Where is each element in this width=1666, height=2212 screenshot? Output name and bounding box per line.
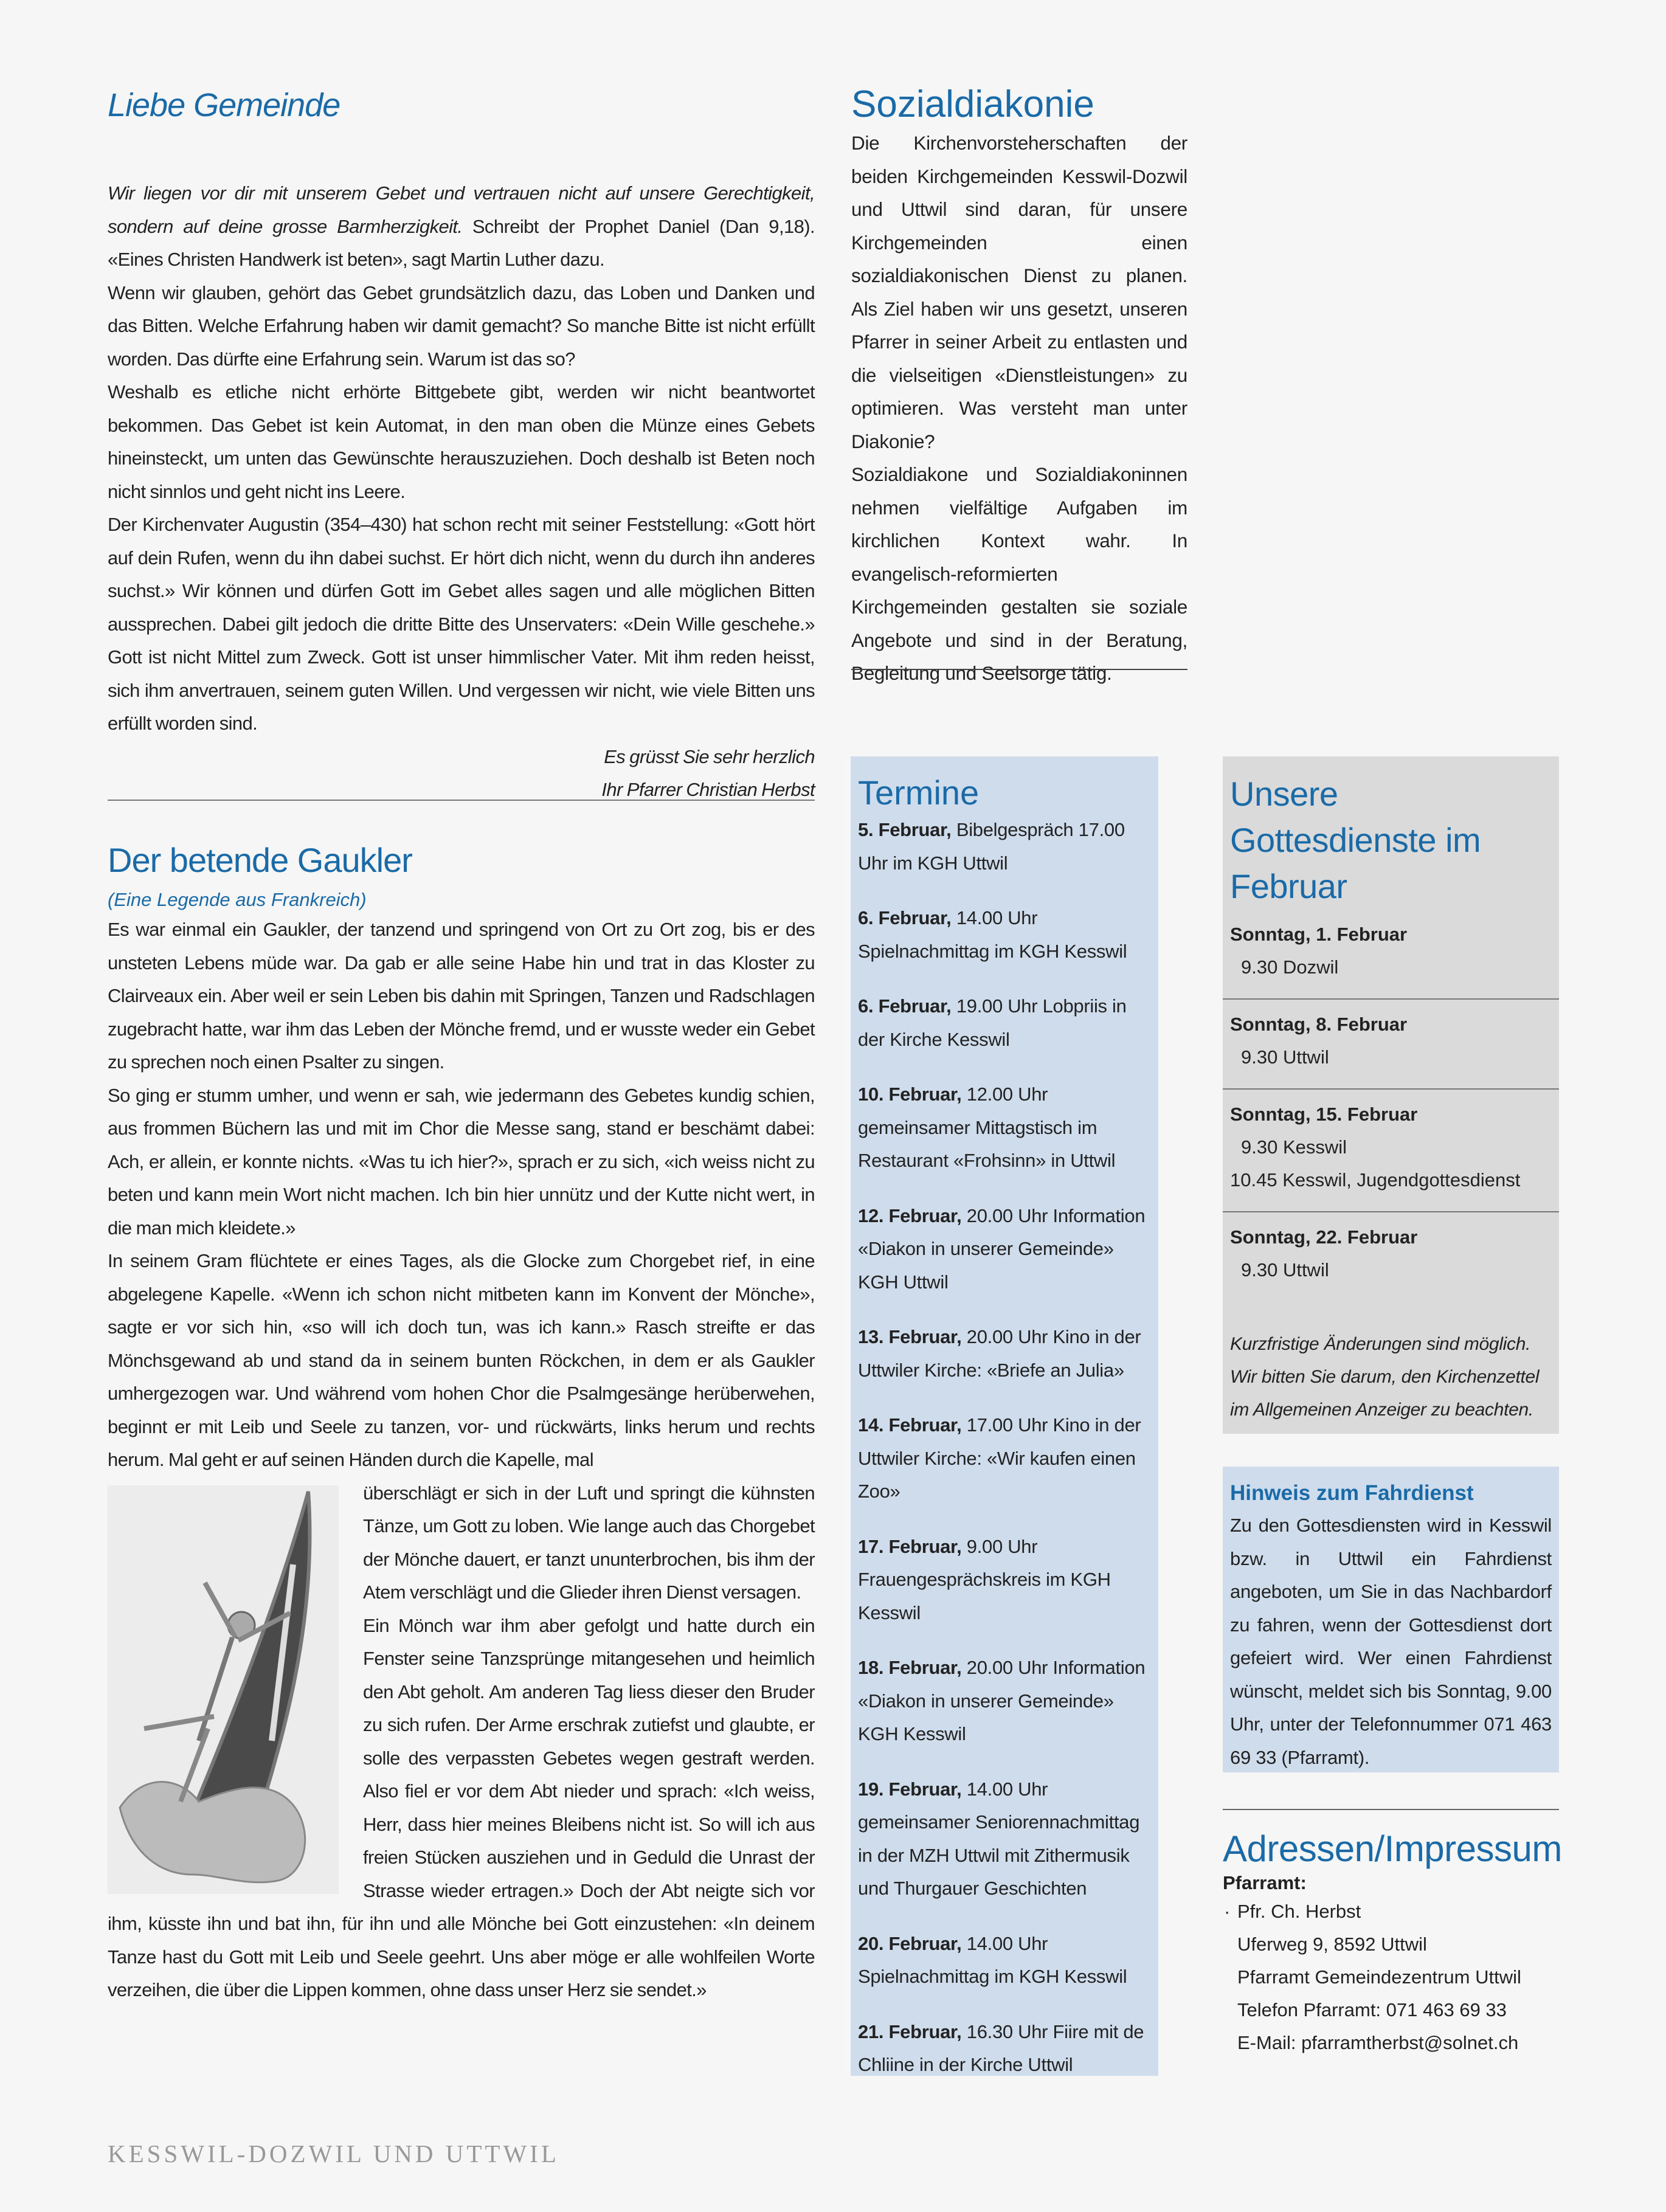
address-lines xyxy=(1223,1895,1563,2059)
termin-text: 14.00 Uhr gemeinsamer Seniorennachmittag in der MZH Uttwil mit Zithermusik und Thurgauer Geschichten xyxy=(858,1778,1140,1899)
termin-date: 17. Februar, xyxy=(858,1535,962,1557)
termin-text: 16.30 Uhr Fiire mit de Chliine in der Kirche Uttwil xyxy=(858,2020,1144,2075)
address-line xyxy=(1223,1961,1563,1994)
termin-text: 20.00 Uhr Information «Diakon in unserer Gemeinde» KGH Uttwil xyxy=(858,1205,1146,1293)
section-divider xyxy=(851,669,1187,670)
gaukler-paragraph: So ging er stumm umher, und wenn er sah, wie jedermann des Gebetes kundig schien, aus frommen Büchern las und mit im Chor die Messe sang, stand er beschämt dabei: Ach, er allein, er konnte nichts. «Was tu ich hier?», sprach er zu sich, «ich weiss nicht zu beten und kann mein Wort nicht machen. Ich bin hier unnütz und der Kutte nicht wert, in die man mich kleidete.» xyxy=(108,1084,815,1239)
letter-signature: Ihr Pfarrer Christian Herbst xyxy=(601,779,815,800)
section-divider xyxy=(108,800,815,801)
gaukler-title: Der betende Gaukler xyxy=(108,841,412,879)
fahrdienst-box xyxy=(1223,1467,1559,1772)
letter-intro xyxy=(108,177,815,277)
sozialdiakonie-paragraph: Sozialdiakone und Sozialdiakoninnen nehmen vielfältige Aufgaben im kirchlichen Kontext wahr. In evangelisch-reformierten Kirchgemeinden gestalten sie soziale Angebote und sind in der Beratung, Begleitung und Seelsorge tätig. xyxy=(851,463,1187,684)
termin-date: 5. Februar, xyxy=(858,819,952,840)
termin-date: 14. Februar, xyxy=(858,1414,962,1436)
address-line xyxy=(1223,1994,1563,2027)
letter-intro-quote: Wir liegen vor dir mit unserem Gebet und vertrauen nicht auf unsere Gerechtigkeit, sondern auf deine grosse Barmherzigkeit. xyxy=(108,182,815,237)
termine-list xyxy=(858,814,1151,2082)
termin-item xyxy=(858,902,1151,968)
letter-intro-rest: Schreibt der Prophet Daniel (Dan 9,18). «Eines Christen Handwerk ist beten», sagt Martin Luther dazu. xyxy=(108,215,815,270)
sozialdiakonie-paragraph: Die Kirchenvorsteherschaften der beiden Kirchgemeinden Kesswil-Dozwil und Uttwil sind daran, für unsere Kirchgemeinden einen sozialdiakonischen Dienst zu planen. Als Ziel haben wir uns gesetzt, unseren Pfarrer in seiner Arbeit zu entlasten und die vielseitigen «Dienstleistungen» zu optimieren. Was versteht man unter Diakonie? xyxy=(851,132,1187,452)
termin-text: Bibelgespräch 17.00 Uhr im KGH Uttwil xyxy=(858,819,1125,874)
termin-date: 19. Februar, xyxy=(858,1778,962,1800)
publication-footer: KESSWIL-DOZWIL UND UTTWIL xyxy=(108,2140,559,2168)
gottesdienst-entry xyxy=(1223,1212,1559,1301)
address-text[interactable]: E-Mail: pfarramtherbst@solnet.ch xyxy=(1237,2032,1519,2053)
gaukler-subtitle: (Eine Legende aus Frankreich) xyxy=(108,889,367,910)
termin-date: 18. Februar, xyxy=(858,1657,962,1678)
termin-item xyxy=(858,1321,1151,1387)
termin-item xyxy=(858,1530,1151,1630)
gottesdienst-time: 9.30 Dozwil xyxy=(1241,956,1339,978)
gottesdienst-entry xyxy=(1223,1000,1559,1090)
gaukler-body xyxy=(108,913,815,2007)
termin-date: 6. Februar, xyxy=(858,995,952,1017)
gottesdienst-day: Sonntag, 8. Februar xyxy=(1230,1014,1408,1035)
letter-body xyxy=(108,177,815,807)
termin-date: 6. Februar, xyxy=(858,907,952,928)
termin-text: 17.00 Uhr Kino in der Uttwiler Kirche: «Wir kaufen einen Zoo» xyxy=(858,1414,1141,1502)
termin-item xyxy=(858,1651,1151,1751)
gottesdienste-title: Unsere Gottesdienste im Februar xyxy=(1230,775,1481,905)
address-text: Telefon Pfarramt: 071 463 69 33 xyxy=(1237,1999,1507,2020)
letter-title: Liebe Gemeinde xyxy=(108,87,340,123)
gottesdienst-day: Sonntag, 15. Februar xyxy=(1230,1104,1418,1125)
address-text: Pfr. Ch. Herbst xyxy=(1237,1901,1361,1922)
termin-text: 9.00 Uhr Frauengesprächskreis im KGH Kesswil xyxy=(858,1535,1111,1623)
gaukler-paragraph: Es war einmal ein Gaukler, der tanzend und springend von Ort zu Ort zog, bis er des unsteten Lebens müde war. Da gab er alle seine Habe hin und trat in das Kloster zu Clairveaux ein. Aber weil er sein Leben bis dahin mit Springen, Tanzen und Radschlagen zugebracht hatte, war ihm das Leben der Mönche fremd, und er wusste weder ein Gebet zu sprechen noch einen Psalter zu singen. xyxy=(108,919,815,1073)
gottesdienste-box xyxy=(1223,756,1559,1434)
termine-title: Termine xyxy=(858,773,980,812)
gottesdienst-entry xyxy=(1223,1090,1559,1212)
sozialdiakonie-section xyxy=(851,83,1187,690)
pfarramt-label: Pfarramt: xyxy=(1223,1872,1307,1893)
termin-item xyxy=(858,1200,1151,1299)
gottesdienst-time: 9.30 Uttwil xyxy=(1241,1046,1329,1068)
section-divider xyxy=(1223,1809,1559,1810)
gottesdienst-entry xyxy=(1223,910,1559,1000)
letter-section xyxy=(108,79,815,807)
gottesdienste-note: Kurzfristige Änderungen sind möglich. Wir bitten Sie darum, den Kirchenzettel im Allgemeinen Anzeiger zu beachten. xyxy=(1230,1334,1540,1420)
gaukler-paragraph: Ein Mönch war ihm aber gefolgt und hatte durch ein Fenster seine Tanzsprünge mitangesehen und heimlich den Abt geholt. Am anderen Tag liess dieser den Bruder zu sich rufen. Der Arme erschrak zutiefst und glaubte, er solle des verpassten Gebetes wegen gestraft werden. Also fiel er vor dem Abt nieder und sprach: «Ich weiss, Herr, dass hier meines Bleibens nicht ist. So will ich aus freien Stücken ausziehen und in Geduld die Unrast der Strasse wieder ertragen.» Doch der Abt neigte sich vor ihm, küsste ihn und bat ihn, für ihn und alle Mönche bei Gott einzustehen: «In deinem Tanze hast du Gott mit Leib und Seele geehrt. Uns aber möge er alle wohlfeilen Worte verzeihen, die über die Lippen kommen, ohne dass unser Herz sie sendet.» xyxy=(108,1614,815,2000)
address-line xyxy=(1223,2027,1563,2059)
gottesdienste-list xyxy=(1223,910,1559,1301)
termin-text: 14.00 Uhr Spielnachmittag im KGH Kesswil xyxy=(858,1932,1127,1987)
address-text: Pfarramt Gemeindezentrum Uttwil xyxy=(1237,1966,1521,1988)
termin-date: 12. Februar, xyxy=(858,1205,962,1226)
gaukler-paragraph: überschlägt er sich in der Luft und springt die kühnsten Tänze, um Gott zu loben. Wie lange auch das Chorgebet der Mönche dauert, er tanzt ununterbrochen, bis ihm der Atem verschlägt und die Glieder ihren Dienst versagen. xyxy=(363,1482,815,1603)
letter-closing: Es grüsst Sie sehr herzlich xyxy=(604,745,815,767)
gaukler-paragraph: In seinem Gram flüchtete er eines Tages, als die Glocke zum Chorgebet rief, in eine abgelegene Kapelle. «Wenn ich schon nicht mitbeten kann im Konvent der Mönche», sagte er vor sich hin, «so will ich doch tun, was ich kann.» Rasch streifte er das Mönchsgewand ab und stand da in seinem bunten Röckchen, in dem er als Gaukler umhergezogen war. Und während vom hohen Chor die Psalmgesänge herüberwehen, beginnt er mit Leib und Seele zu tanzen, vor- und rückwärts, links herum und rechts herum. Mal geht er auf seinen Händen durch die Kapelle, mal xyxy=(108,1250,815,1470)
termin-item xyxy=(858,1773,1151,1906)
termin-item xyxy=(858,814,1151,880)
termin-date: 20. Februar, xyxy=(858,1932,962,1954)
address-line xyxy=(1223,1928,1563,1961)
termin-date: 21. Februar, xyxy=(858,2020,962,2042)
termin-text: 19.00 Uhr Lobpriis in der Kirche Kesswil xyxy=(858,995,1127,1050)
termin-text: 20.00 Uhr Kino in der Uttwiler Kirche: «Briefe an Julia» xyxy=(858,1326,1141,1381)
letter-paragraph: Wenn wir glauben, gehört das Gebet grundsätzlich dazu, das Loben und Danken und das Bitten. Welche Erfahrung haben wir damit gemacht? So manche Bitte ist nicht erfüllt worden. Das dürfte eine Erfahrung sein. Warum ist das so? xyxy=(108,282,815,370)
letter-paragraph: Der Kirchenvater Augustin (354–430) hat schon recht mit seiner Feststellung: «Gott hört auf dein Rufen, wenn du ihn dabei suchst. Er hört dich nicht, wenn du durch ihn anderes suchst.» Wir können und dürfen Gott im Gebet alles sagen und alle möglichen Bitten aussprechen. Dabei gilt jedoch die dritte Bitte des Unservaters: «Dein Wille geschehe.» Gott ist nicht Mittel zum Zweck. Gott ist unser himmlischer Vater. Mit ihm reden heisst, sich ihm anvertrauen, seinem guten Willen. Und vergessen wir nicht, wie viele Bitten uns erfüllt worden sind. xyxy=(108,514,815,734)
termin-item xyxy=(858,1927,1151,1994)
termin-item xyxy=(858,990,1151,1056)
bullet-icon: · xyxy=(1224,1901,1231,1922)
termin-item xyxy=(858,2016,1151,2082)
termin-date: 10. Februar, xyxy=(858,1084,962,1105)
termin-text: 14.00 Uhr Spielnachmittag im KGH Kesswil xyxy=(858,907,1127,962)
termin-date: 13. Februar, xyxy=(858,1326,962,1347)
fahrdienst-text: Zu den Gottesdiensten wird in Kesswil bzw. in Uttwil ein Fahrdienst angeboten, um Sie in das Nachbardorf zu fahren, wenn der Gottesdienst dort gefeiert wird. Wer einen Fahrdienst wünscht, meldet sich bis Sonntag, 9.00 Uhr, unter der Telefonnummer 071 463 69 33 (Pfarramt). xyxy=(1230,1515,1552,1768)
juggler-drawing-icon xyxy=(108,1485,339,1894)
gaukler-section xyxy=(108,834,815,2007)
address-line xyxy=(1223,1895,1563,1928)
fahrdienst-title: Hinweis zum Fahrdienst xyxy=(1230,1481,1474,1505)
gottesdienst-day: Sonntag, 22. Februar xyxy=(1230,1226,1418,1248)
gottesdienst-time: 9.30 Kesswil xyxy=(1241,1136,1347,1158)
juggler-illustration xyxy=(108,1485,339,1894)
letter-paragraph: Weshalb es etliche nicht erhörte Bittgebete gibt, werden wir nicht beantwortet bekommen. Das Gebet ist kein Automat, in den man oben die Münze eines Gebets hineinsteckt, um unten das Gewünschte herauszuziehen. Doch deshalb ist Beten noch nicht sinnlos und geht nicht ins Leere. xyxy=(108,381,815,502)
sozialdiakonie-title: Sozialdiakonie xyxy=(851,83,1094,125)
termine-box xyxy=(851,756,1158,2076)
termin-text: 20.00 Uhr Information «Diakon in unserer Gemeinde» KGH Kesswil xyxy=(858,1657,1146,1744)
termin-text: 12.00 Uhr gemeinsamer Mittagstisch im Restaurant «Frohsinn» in Uttwil xyxy=(858,1084,1116,1171)
termin-item xyxy=(858,1078,1151,1178)
gottesdienst-extra: 10.45 Kesswil, Jugendgottesdienst xyxy=(1230,1169,1521,1191)
adressen-title: Adressen/Impressum xyxy=(1223,1828,1562,1869)
gottesdienst-time: 9.30 Uttwil xyxy=(1241,1259,1329,1281)
gottesdienst-day: Sonntag, 1. Februar xyxy=(1230,924,1408,945)
termin-item xyxy=(858,1409,1151,1509)
adressen-section xyxy=(1223,1827,1563,2059)
address-text: Uferweg 9, 8592 Uttwil xyxy=(1237,1934,1427,1955)
